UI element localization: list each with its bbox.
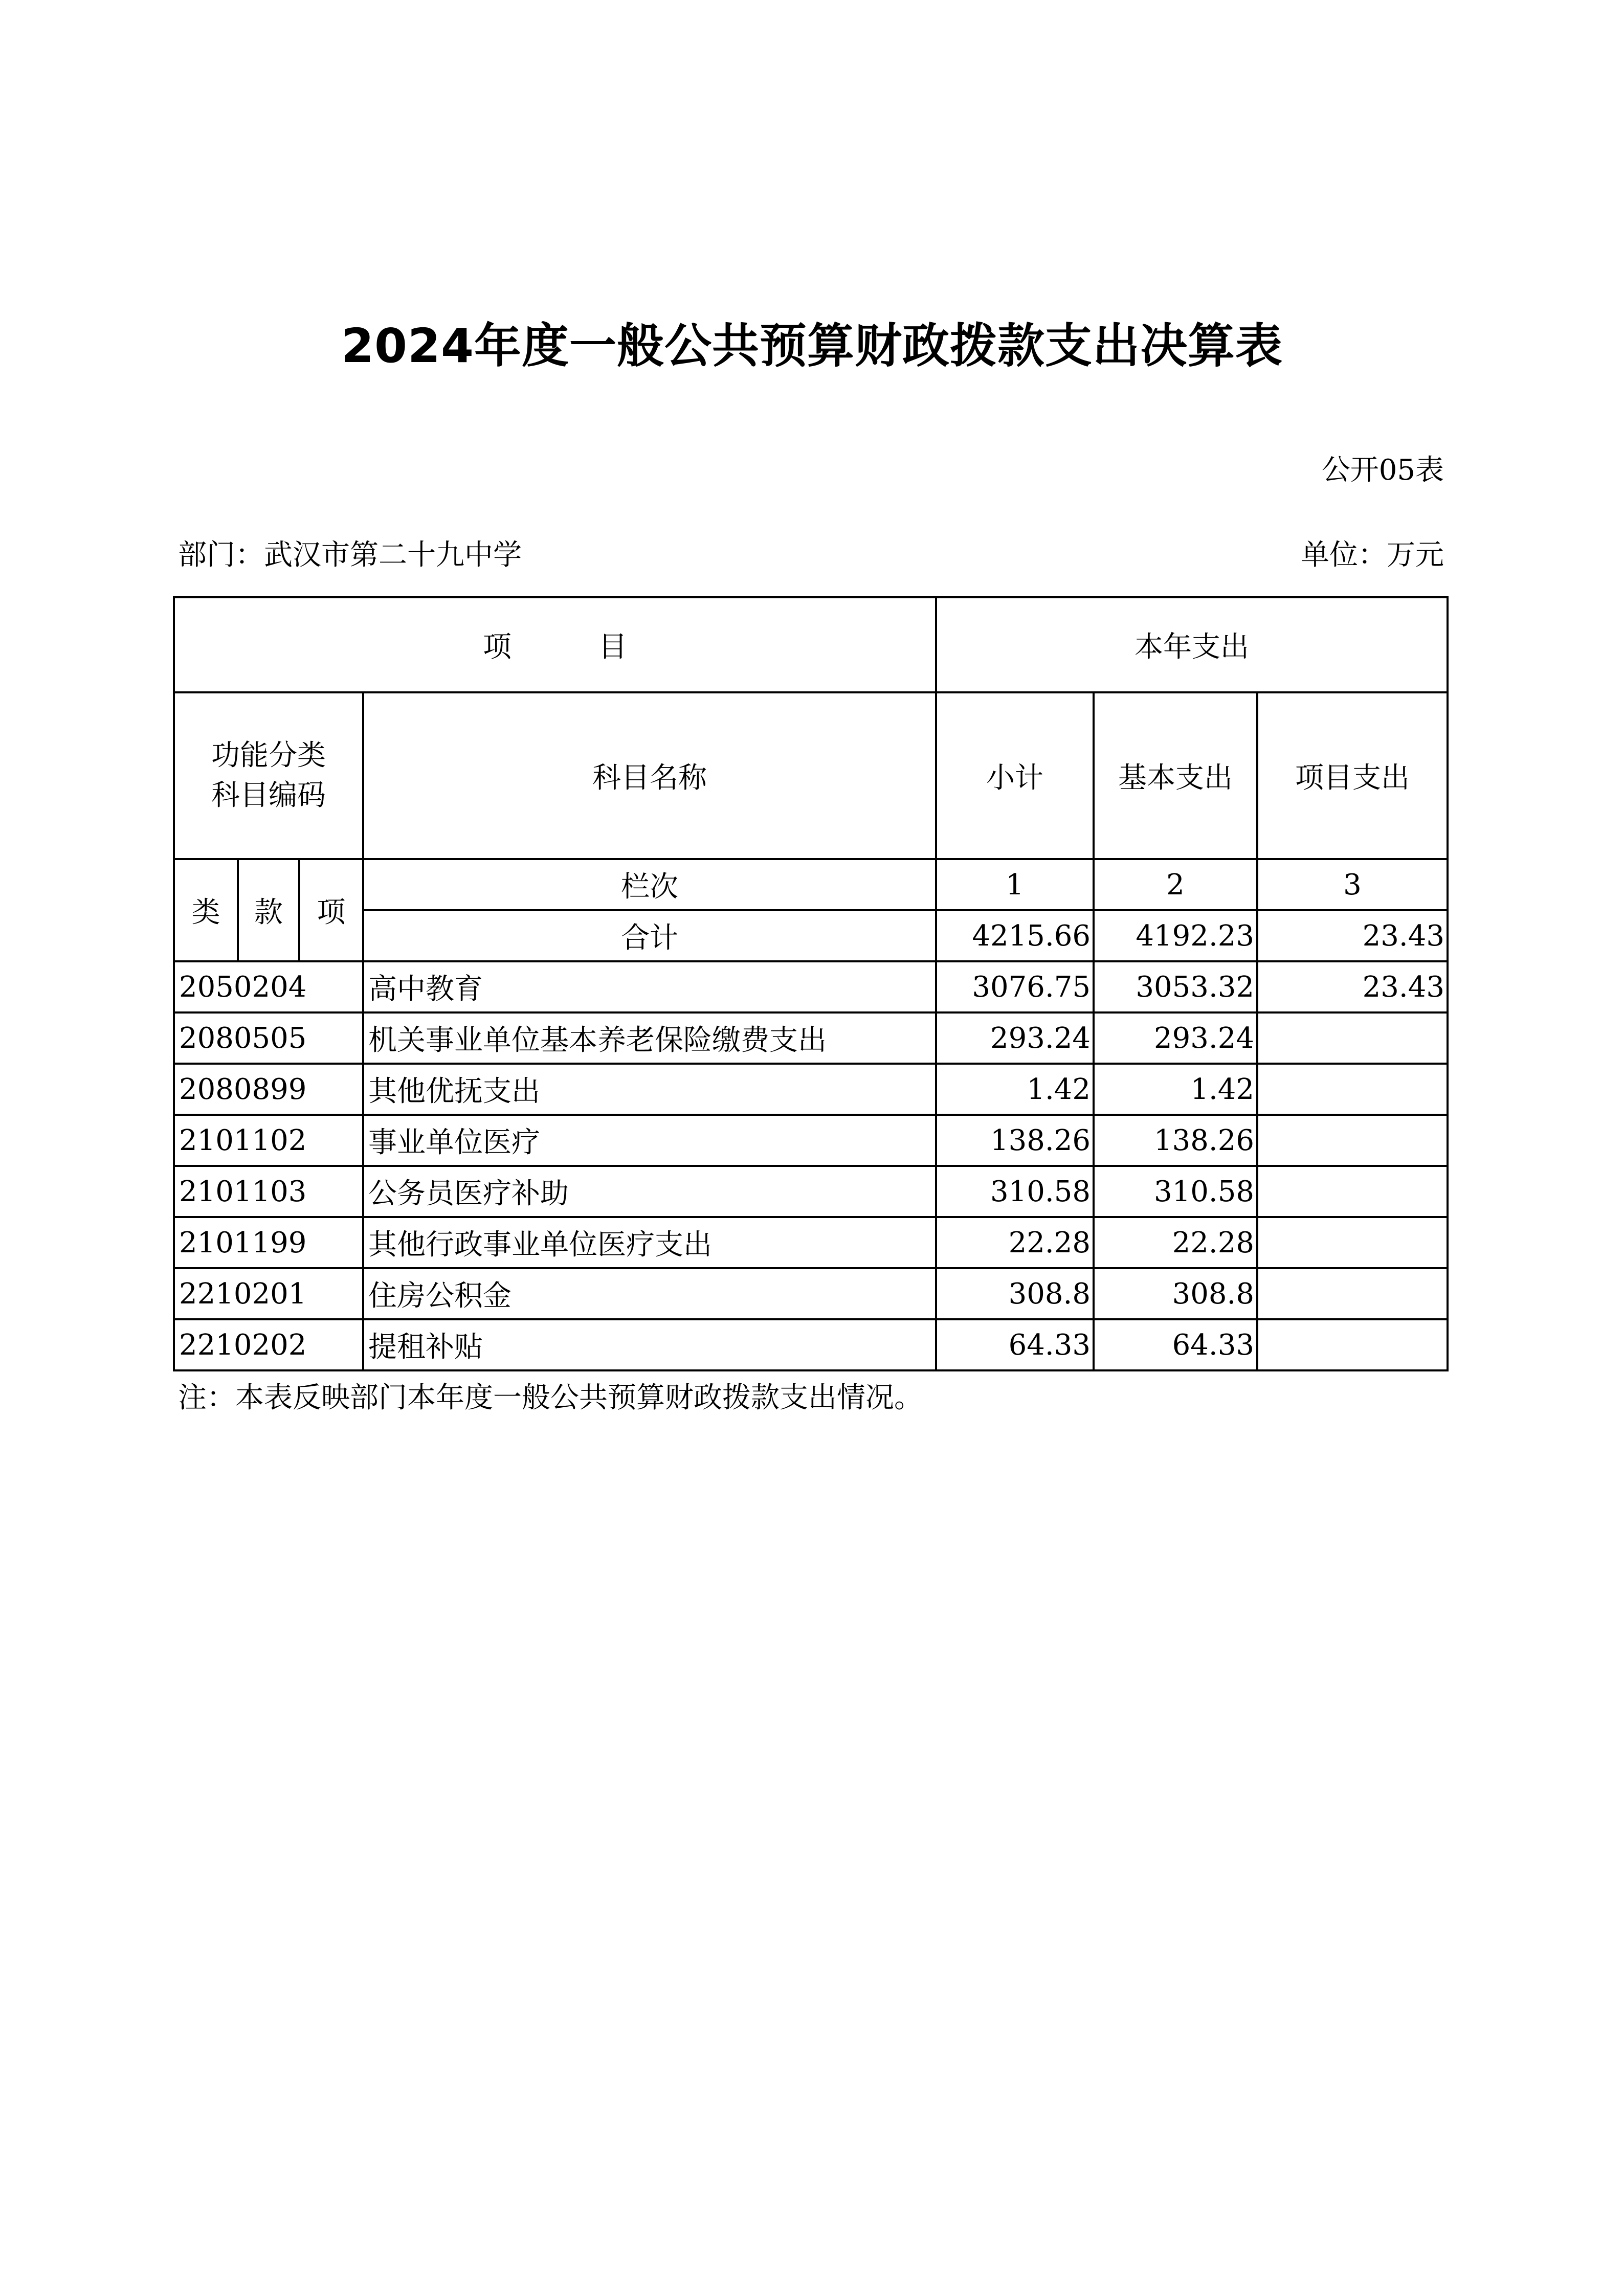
row-name: 公务员医疗补助 [363, 1166, 936, 1217]
department-label: 部门：武汉市第二十九中学 [178, 538, 522, 572]
row-subtotal: 22.28 [936, 1217, 1094, 1268]
row-project [1257, 1319, 1448, 1370]
row-code: 2210201 [174, 1268, 363, 1319]
row-project [1257, 1064, 1448, 1115]
expenditure-table [173, 596, 1449, 1371]
row-basic: 22.28 [1094, 1217, 1257, 1268]
row-basic: 308.8 [1094, 1268, 1257, 1319]
row-name: 机关事业单位基本养老保险缴费支出 [363, 1012, 936, 1064]
row-code: 2101103 [174, 1166, 363, 1217]
header-col2: 2 [1094, 859, 1257, 910]
header-lei: 类 [174, 859, 238, 961]
row-subtotal: 3076.75 [936, 961, 1094, 1012]
row-name: 提租补贴 [363, 1319, 936, 1370]
row-code: 2080899 [174, 1064, 363, 1115]
form-number: 公开05表 [1321, 454, 1444, 487]
row-code: 2101199 [174, 1217, 363, 1268]
row-name: 事业单位医疗 [363, 1115, 936, 1166]
row-subtotal: 1.42 [936, 1064, 1094, 1115]
row-code: 2210202 [174, 1319, 363, 1370]
table-row [174, 1319, 1448, 1370]
row-name: 高中教育 [363, 961, 936, 1012]
row-basic: 138.26 [1094, 1115, 1257, 1166]
header-function-code [174, 692, 363, 859]
header-kuan: 款 [238, 859, 299, 961]
header-project: 项目支出 [1257, 692, 1448, 859]
header-function-code-line2: 科目编码 [211, 779, 326, 812]
row-code: 2050204 [174, 961, 363, 1012]
header-column-index: 栏次 [363, 859, 936, 910]
table-row [174, 961, 1448, 1012]
header-col3: 3 [1257, 859, 1448, 910]
row-basic: 310.58 [1094, 1166, 1257, 1217]
table-row [174, 1217, 1448, 1268]
row-basic: 293.24 [1094, 1012, 1257, 1064]
table-row [174, 1064, 1448, 1115]
table-row [174, 1166, 1448, 1217]
row-subtotal: 64.33 [936, 1319, 1094, 1370]
row-name: 其他行政事业单位医疗支出 [363, 1217, 936, 1268]
header-function-code-line1: 功能分类 [211, 739, 326, 772]
header-col1: 1 [936, 859, 1094, 910]
row-basic: 1.42 [1094, 1064, 1257, 1115]
header-item-part1: 项 [483, 631, 511, 664]
row-project [1257, 1115, 1448, 1166]
header-item-part2: 目 [598, 631, 627, 664]
header-subject-name: 科目名称 [363, 692, 936, 859]
row-project [1257, 1217, 1448, 1268]
row-basic: 3053.32 [1094, 961, 1257, 1012]
row-subtotal: 138.26 [936, 1115, 1094, 1166]
total-subtotal: 4215.66 [936, 910, 1094, 961]
row-code: 2101102 [174, 1115, 363, 1166]
row-project: 23.43 [1257, 961, 1448, 1012]
row-project [1257, 1166, 1448, 1217]
row-name: 住房公积金 [363, 1268, 936, 1319]
row-project [1257, 1268, 1448, 1319]
header-basic: 基本支出 [1094, 692, 1257, 859]
page-title: 2024年度一般公共预算财政拨款支出决算表 [341, 319, 1283, 373]
row-name: 其他优抚支出 [363, 1064, 936, 1115]
table-row [174, 1115, 1448, 1166]
row-project [1257, 1012, 1448, 1064]
row-basic: 64.33 [1094, 1319, 1257, 1370]
header-current-year: 本年支出 [936, 597, 1448, 692]
table-note: 注：本表反映部门本年度一般公共预算财政拨款支出情况。 [178, 1381, 923, 1414]
table-row [174, 1012, 1448, 1064]
header-item [174, 597, 936, 692]
row-subtotal: 293.24 [936, 1012, 1094, 1064]
unit-label: 单位：万元 [1301, 538, 1444, 572]
header-xiang: 项 [299, 859, 363, 961]
table-row [174, 1268, 1448, 1319]
row-code: 2080505 [174, 1012, 363, 1064]
total-project: 23.43 [1257, 910, 1448, 961]
total-label: 合计 [363, 910, 936, 961]
total-basic: 4192.23 [1094, 910, 1257, 961]
row-subtotal: 310.58 [936, 1166, 1094, 1217]
row-subtotal: 308.8 [936, 1268, 1094, 1319]
header-subtotal: 小计 [936, 692, 1094, 859]
